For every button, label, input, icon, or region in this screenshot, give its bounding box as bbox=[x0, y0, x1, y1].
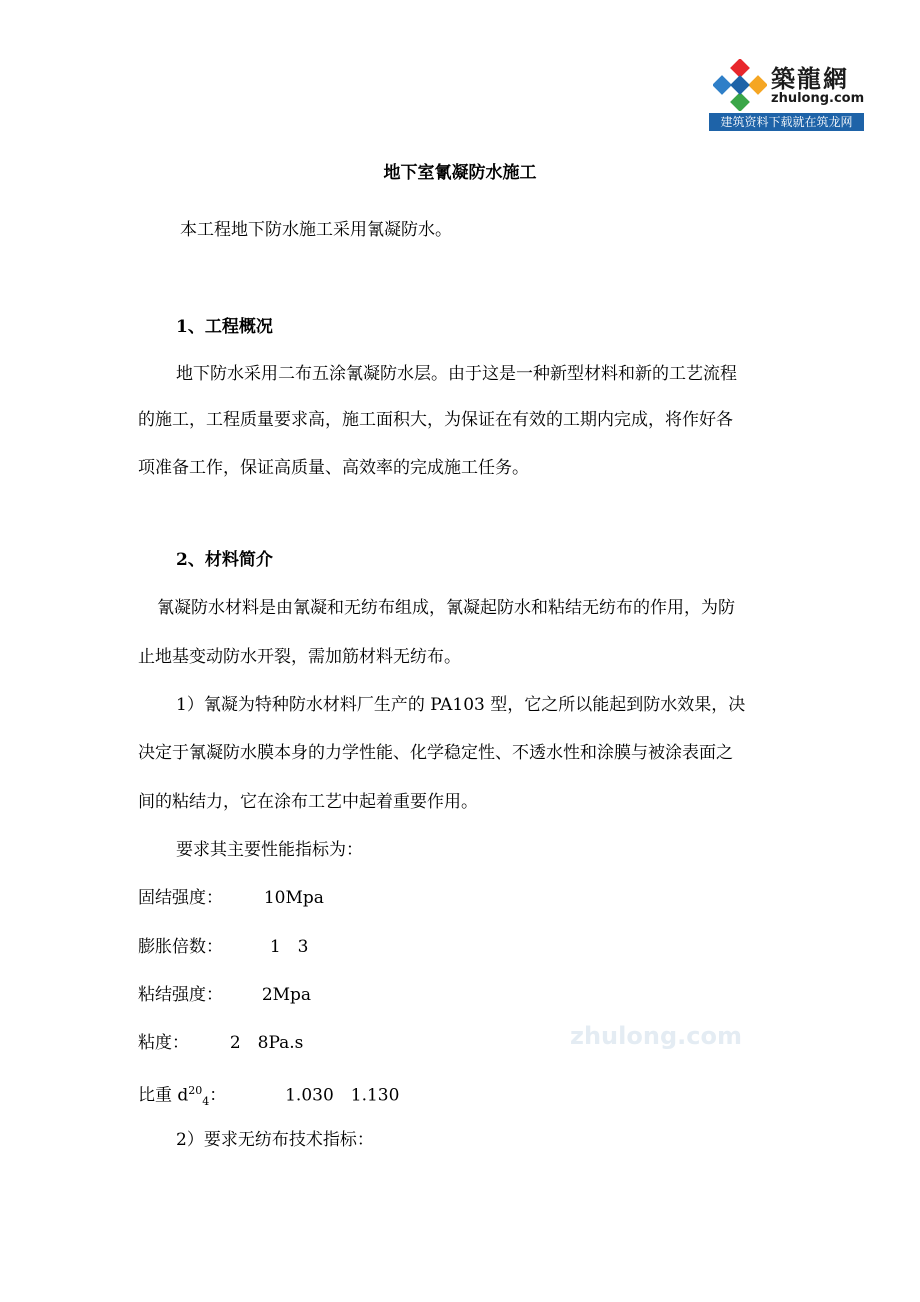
spec-row bbox=[138, 983, 311, 1007]
section2-para2-line: 1）氰凝为特种防水材料厂生产的 PA103 型，它之所以能起到防水效果，决 bbox=[176, 695, 746, 715]
spec-label: 粘度： bbox=[138, 1033, 189, 1053]
section2-para2-line: 决定于氰凝防水膜本身的力学性能、化学稳定性、不透水性和涂膜与被涂表面之 bbox=[138, 743, 733, 763]
page-title: 地下室氰凝防水施工 bbox=[383, 163, 537, 183]
spec-row bbox=[138, 886, 324, 910]
section2-para2-line: 间的粘结力，它在涂布工艺中起着重要作用。 bbox=[138, 792, 478, 812]
density-sup: 20 bbox=[188, 1084, 203, 1097]
section2-heading: 2、材料简介 bbox=[176, 550, 273, 570]
spec-value: 10Mpa bbox=[263, 888, 324, 908]
spec-label: 粘结强度： bbox=[138, 985, 223, 1005]
section2-para1-line: 止地基变动防水开裂，需加筋材料无纺布。 bbox=[138, 647, 461, 667]
logo-name-en: zhulong.com bbox=[771, 91, 865, 106]
spec-value: 2 8Pa.s bbox=[229, 1033, 304, 1053]
spec-row-density bbox=[138, 1079, 399, 1114]
spec-label: 膨胀倍数： bbox=[138, 937, 223, 957]
density-sub: 4 bbox=[202, 1095, 210, 1109]
section1-line: 地下防水采用二布五涂氰凝防水层。由于这是一种新型材料和新的工艺流程 bbox=[176, 364, 737, 384]
zhulong-logo-icon bbox=[713, 59, 767, 111]
requirement-text: 要求其主要性能指标为： bbox=[176, 840, 363, 860]
watermark: zhulong.com bbox=[570, 1022, 742, 1050]
section1-line: 项准备工作，保证高质量、高效率的完成施工任务。 bbox=[138, 458, 529, 478]
logo-name-cn: 築龍網 bbox=[771, 64, 849, 93]
zhulong-logo bbox=[709, 55, 864, 131]
spec-row bbox=[138, 1031, 303, 1055]
density-value: 1.030 1.130 bbox=[285, 1085, 400, 1106]
spec-row bbox=[138, 935, 308, 959]
density-label: 比重 d bbox=[138, 1085, 189, 1106]
section1-line: 的施工，工程质量要求高，施工面积大，为保证在有效的工期内完成，将作好各 bbox=[138, 410, 733, 430]
spec-value: 2Mpa bbox=[261, 985, 312, 1005]
section2-para1-line: 氰凝防水材料是由氰凝和无纺布组成，氰凝起防水和粘结无纺布的作用，为防 bbox=[157, 598, 735, 618]
section1-heading: 1、工程概况 bbox=[176, 317, 273, 337]
density-colon: ： bbox=[209, 1085, 227, 1106]
intro-text: 本工程地下防水施工采用氰凝防水。 bbox=[180, 220, 452, 240]
logo-slogan: 建筑资料下载就在筑龙网 bbox=[709, 113, 864, 131]
nonwoven-text: 2）要求无纺布技术指标： bbox=[176, 1130, 374, 1150]
spec-value: 1 3 bbox=[269, 937, 309, 957]
spec-label: 固结强度： bbox=[138, 888, 223, 908]
